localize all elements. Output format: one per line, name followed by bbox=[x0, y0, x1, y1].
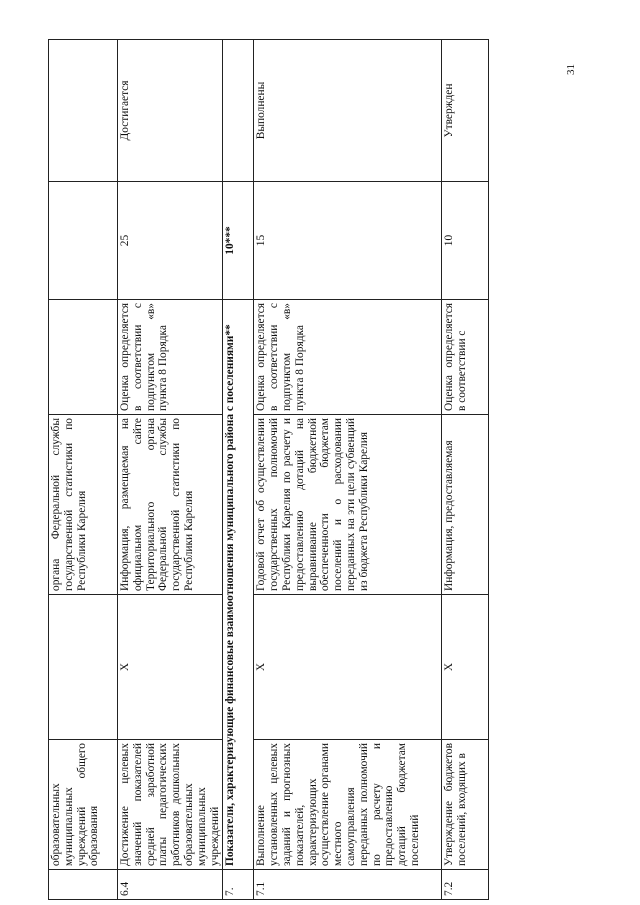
row-number: 6.4 bbox=[118, 870, 223, 900]
indicator-name: Выполнение установленных целевых заданий и прогнозных показателей, характеризующих осуществление органами местного самоуправления переданных полномочий по расчету и предоставлению дотаций бюджетам поселений bbox=[254, 740, 442, 870]
page-number: 31 bbox=[565, 64, 577, 76]
weight: 15 bbox=[254, 182, 442, 300]
weight: 25 bbox=[118, 182, 223, 300]
evaluation-method: Оценка определяется в соответствии с bbox=[442, 300, 489, 415]
evaluation-method bbox=[49, 300, 118, 415]
indicator-formula: X bbox=[254, 595, 442, 740]
weight: 10 bbox=[442, 182, 489, 300]
table-row bbox=[118, 40, 223, 900]
row-number: 7.1 bbox=[254, 870, 442, 900]
indicator-name: Утверждение бюджетов поселений, входящих в bbox=[442, 740, 489, 870]
rotated-table-sheet bbox=[48, 40, 553, 900]
row-number bbox=[49, 870, 118, 900]
indicator-formula: X bbox=[118, 595, 223, 740]
data-source: органа Федеральной службы государственной статистики по Республики Карелия bbox=[49, 415, 118, 595]
table-row bbox=[442, 40, 489, 900]
row-number: 7.2 bbox=[442, 870, 489, 900]
status: Утвержден bbox=[442, 40, 489, 182]
data-source: Годовой отчет об осуществлении государственных полномочий Республики Карелия по расчету и предоставлению дотаций на выравнивание бюджетной обеспеченности бюджетам поселений и о расходовании переданных на эти цели субвенций из бюджета Республики Карелия bbox=[254, 415, 442, 595]
status: Выполнены bbox=[254, 40, 442, 182]
status: Достигается bbox=[118, 40, 223, 182]
table-row bbox=[254, 40, 442, 900]
evaluation-method: Оценка определяется в соответствии с подпунктом «в» пункта 8 Порядка bbox=[254, 300, 442, 415]
indicator-formula bbox=[49, 595, 118, 740]
weight bbox=[49, 182, 118, 300]
table-row bbox=[49, 40, 118, 900]
data-source: Информация, предоставляемая bbox=[442, 415, 489, 595]
section-weight: 10*** bbox=[223, 182, 254, 300]
indicator-name: образовательных муниципальных учреждений общего образования bbox=[49, 740, 118, 870]
evaluation-method: Оценка определяется в соответствии с подпунктом «в» пункта 8 Порядка bbox=[118, 300, 223, 415]
section-row bbox=[223, 40, 254, 900]
section-title: Показатели, характеризующие финансовые взаимоотношения муниципального района с поселениями** bbox=[223, 300, 254, 870]
section-status bbox=[223, 40, 254, 182]
section-number: 7. bbox=[223, 870, 254, 900]
indicator-formula: X bbox=[442, 595, 489, 740]
status bbox=[49, 40, 118, 182]
data-source: Информация, размещаемая на официальном сайте Территориального органа Федеральной службы государственной статистики по Республики Карелия bbox=[118, 415, 223, 595]
indicator-name: Достижение целевых значений показателей средней заработной платы педагогических работников дошкольных образовательных муниципальных учреждений bbox=[118, 740, 223, 870]
indicator-table bbox=[48, 39, 489, 900]
